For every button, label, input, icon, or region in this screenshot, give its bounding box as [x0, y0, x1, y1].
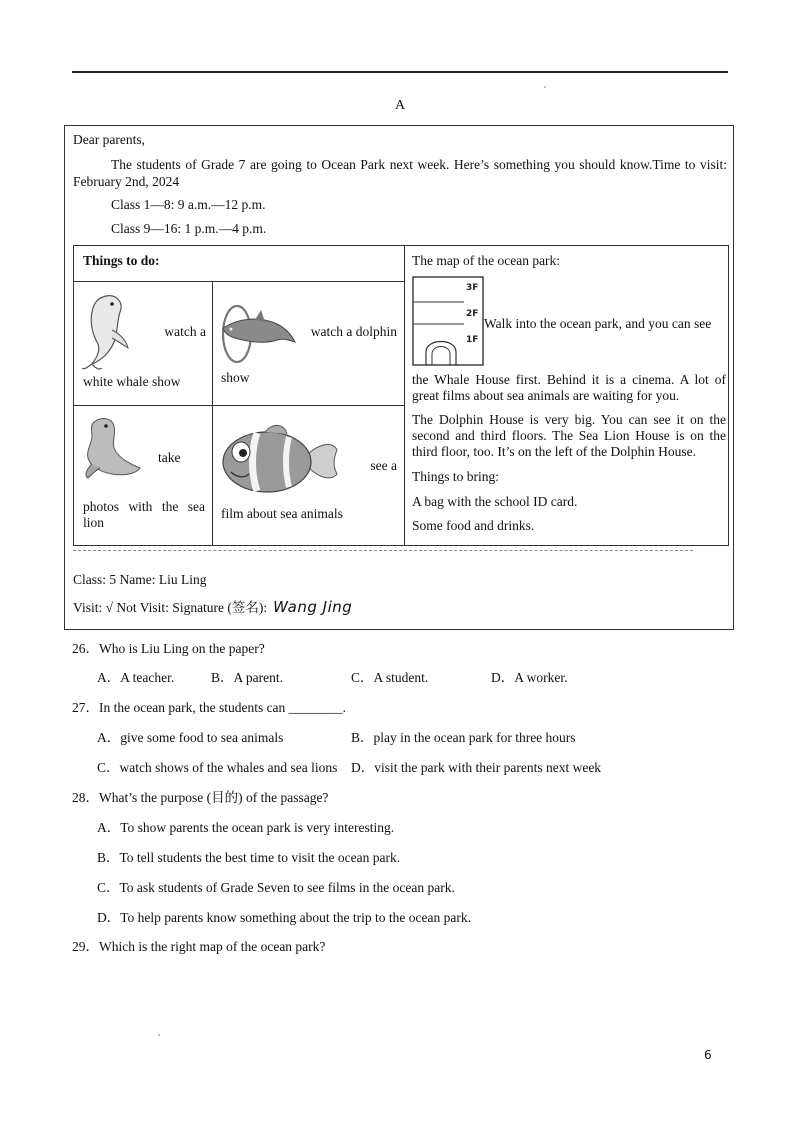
signature: Wang Jing — [273, 598, 353, 616]
sea-lion-icon — [80, 412, 148, 482]
question-text: Who is Liu Ling on the paper? — [99, 641, 265, 656]
info-table — [73, 245, 729, 546]
map-section — [404, 246, 728, 545]
activity-line1: watch a — [164, 324, 206, 339]
option[interactable]: B．A parent. — [211, 670, 283, 685]
page-number: 6 — [704, 1048, 712, 1062]
activity-whale-show — [74, 282, 212, 405]
option[interactable]: D．visit the park with their parents next week — [351, 760, 602, 775]
activity-line2: photos with the sea lion — [83, 499, 205, 530]
section-letter: A — [394, 98, 406, 113]
floor-label: 2F — [466, 309, 479, 319]
option[interactable]: D．To help parents know something about the trip to the ocean park. — [97, 910, 471, 925]
question-number: 28． — [72, 790, 99, 805]
class-name-line: Class: 5 Name: Liu Ling — [73, 572, 207, 587]
question-29 — [72, 935, 325, 955]
top-rule — [72, 71, 728, 73]
activity-line2: film about sea animals — [221, 506, 343, 521]
bring-item: Some food and drinks. — [412, 518, 535, 533]
question-text: What’s the purpose (目的) of the passage? — [99, 790, 329, 805]
map-title: The map of the ocean park: — [412, 253, 561, 268]
class-time-2: Class 9—16: 1 p.m.—4 p.m. — [111, 221, 267, 236]
activity-line2: white whale show — [83, 374, 181, 389]
option[interactable]: C．To ask students of Grade Seven to see films in the ocean park. — [97, 880, 455, 895]
question-text: Which is the right map of the ocean park? — [99, 939, 326, 954]
question-number: 26． — [72, 641, 99, 656]
bring-item: A bag with the school ID card. — [412, 494, 578, 509]
visit-label: Visit: √ Not Visit: Signature (签名): — [73, 600, 268, 615]
intro-paragraph: The students of Grade 7 are going to Ocean Park next week. Here’s something you should know.Time to visit: February 2nd, 2024 — [73, 157, 727, 189]
floor-label: 1F — [466, 335, 479, 345]
map-text-3: The Dolphin House is very big. You can see it on the second and third floors. The Sea Lion House is on the third floor, too. It’s on the left of the Dolphin House. — [412, 412, 726, 459]
map-text-2: the Whale House first. Behind it is a cinema. A lot of great films about sea animals are waiting for you. — [412, 372, 726, 403]
map-icon — [412, 276, 484, 366]
map-text-1: Walk into the ocean park, and you can see — [484, 316, 712, 331]
dolphin-icon — [219, 298, 299, 364]
option[interactable]: B．To tell students the best time to visit the ocean park. — [97, 850, 401, 865]
activity-line1: see a — [370, 458, 397, 473]
option[interactable]: B．play in the ocean park for three hours — [351, 730, 576, 745]
activity-line1: take — [158, 450, 181, 465]
question-28 — [72, 786, 328, 806]
activity-dolphin-show — [213, 282, 404, 405]
activity-sea-lion-photos — [74, 406, 212, 545]
option[interactable]: A．give some food to sea animals — [97, 730, 284, 745]
activity-line1: watch a dolphin — [310, 324, 397, 339]
class-time-1: Class 1—8: 9 a.m.—12 p.m. — [111, 197, 266, 212]
option[interactable]: C．A student. — [351, 670, 429, 685]
clownfish-icon — [219, 420, 339, 500]
visit-line — [73, 596, 352, 616]
option[interactable]: D．A worker. — [491, 670, 568, 685]
activity-sea-film — [213, 406, 404, 545]
question-text: In the ocean park, the students can ________. — [99, 700, 347, 715]
whale-icon — [82, 290, 132, 370]
option[interactable]: A．To show parents the ocean park is very interesting. — [97, 820, 395, 835]
speck — [544, 86, 546, 88]
option[interactable]: C．watch shows of the whales and sea lions — [97, 760, 338, 775]
question-26 — [72, 637, 265, 657]
speck — [158, 1034, 160, 1036]
option[interactable]: A．A teacher. — [97, 670, 175, 685]
floor-label: 3F — [466, 283, 479, 293]
things-to-do-title: Things to do: — [83, 253, 160, 268]
activity-line2: show — [221, 370, 250, 385]
notice-box — [64, 125, 734, 630]
cut-line — [73, 550, 693, 551]
question-number: 29． — [72, 939, 99, 954]
bring-title: Things to bring: — [412, 469, 499, 484]
question-27 — [72, 696, 346, 716]
greeting: Dear parents, — [73, 132, 145, 147]
question-number: 27． — [72, 700, 99, 715]
